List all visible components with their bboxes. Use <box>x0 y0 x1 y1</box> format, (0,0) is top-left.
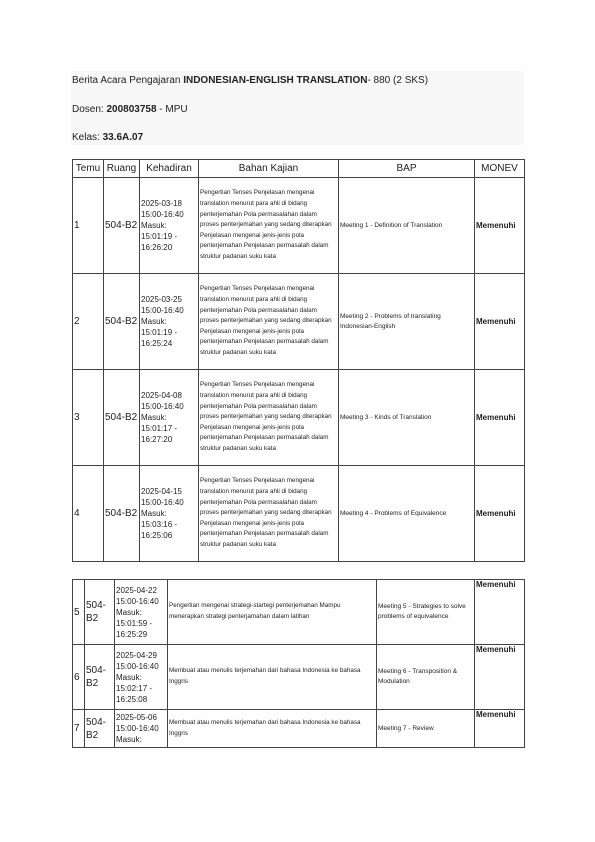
cell-kehadiran: 2025-04-22 15:00-16:40 Masuk: 15:01:59 - 16:25:29 <box>115 580 168 645</box>
cell-bahan-kajian: Membuat atau menulis terjemahan dari bahasa Indonesia ke bahasa Inggris <box>168 645 377 710</box>
cell-ruang: 504-B2 <box>85 710 115 748</box>
cell-temu: 6 <box>73 645 85 710</box>
col-monev: MONEV <box>475 160 525 178</box>
table-row <box>73 710 525 748</box>
table-row <box>73 466 525 562</box>
cell-kehadiran: 2025-04-15 15:00-16:40 Masuk: 15:03:16 - 16:25:06 <box>140 466 199 562</box>
cell-ruang: 504-B2 <box>85 580 115 645</box>
cell-temu: 1 <box>73 178 104 274</box>
col-temu: Temu <box>73 160 104 178</box>
table-row <box>73 370 525 466</box>
lecturer-label: Dosen: <box>72 104 107 115</box>
col-kehadiran: Kehadiran <box>140 160 199 178</box>
cell-bahan-kajian: Membuat atau menulis terjemahan dari bahasa Indonesia ke bahasa Inggris <box>168 710 377 748</box>
course-title-line <box>72 75 428 87</box>
cell-bahan-kajian: Pengertian Tenses Penjelasan mengenai translation menurut para ahli di bidang penterjemahan Pola permasalahan dalam proses penterjemahan yang sedang diterapkan Penjelasan mengenai jenis-jenis pola penterjemahan Penjelasan permasalah dalam struktur padanan suku kata <box>199 274 339 370</box>
cell-kehadiran: 2025-03-25 15:00-16:40 Masuk: 15:01:19 - 16:25:24 <box>140 274 199 370</box>
cell-bap: Meeting 5 - Strategies to solve problems of equivalence <box>377 580 475 645</box>
cell-bap: Meeting 2 - Problems of translating Indonesian-English <box>339 274 475 370</box>
cell-temu: 5 <box>73 580 85 645</box>
cell-bap: Meeting 4 - Problems of Equivalence <box>339 466 475 562</box>
lecturer-line <box>72 104 188 116</box>
cell-kehadiran: 2025-04-29 15:00-16:40 Masuk: 15:02:17 - 16:25:08 <box>115 645 168 710</box>
cell-bap: Meeting 7 - Review <box>377 710 475 748</box>
course-name: INDONESIAN-ENGLISH TRANSLATION <box>183 75 368 86</box>
col-ruang: Ruang <box>104 160 140 178</box>
class-line <box>72 132 143 144</box>
cell-kehadiran: 2025-04-08 15:00-16:40 Masuk: 15:01:17 - 16:27:20 <box>140 370 199 466</box>
cell-monev: Memenuhi <box>475 710 525 748</box>
cell-bap: Meeting 3 - Kinds of Translation <box>339 370 475 466</box>
cell-ruang: 504-B2 <box>85 645 115 710</box>
cell-temu: 3 <box>73 370 104 466</box>
class-value: 33.6A.07 <box>102 132 144 143</box>
cell-ruang: 504-B2 <box>104 178 140 274</box>
cell-bahan-kajian: Pengertian mengenai strategi-startegi penterjemahan Mampu menerapkan strategi penterjamahan dalam latihan <box>168 580 377 645</box>
col-bap: BAP <box>339 160 475 178</box>
lecturer-id: 200803758 <box>106 104 157 115</box>
cell-bap: Meeting 6 - Transposition & Modulation <box>377 645 475 710</box>
document-header <box>71 71 524 145</box>
attendance-table-page-1 <box>72 159 525 562</box>
title-prefix: Berita Acara Pengajaran <box>72 75 184 86</box>
cell-monev: Memenuhi <box>475 178 525 274</box>
cell-bahan-kajian: Pengertian Tenses Penjelasan mengenai translation menurut para ahli di bidang penterjemahan Pola permasalahan dalam proses penterjemahan yang sedang diterapkan Penjelasan mengenai jenis-jenis pola penterjemahan Penjelasan permasalah dalam struktur padanan suku kata <box>199 466 339 562</box>
cell-bahan-kajian: Pengertian Tenses Penjelasan mengenai translation menurut para ahli di bidang penterjemahan Pola permasalahan dalam proses penterjemahan yang sedang diterapkan Penjelasan mengenai jenis-jenis pola penterjemahan Penjelasan permasalah dalam struktur padanan suku kata <box>199 178 339 274</box>
table-row <box>73 580 525 645</box>
cell-ruang: 504-B2 <box>104 466 140 562</box>
table-header-row <box>73 160 525 178</box>
col-bahan-kajian: Bahan Kajian <box>199 160 339 178</box>
cell-temu: 2 <box>73 274 104 370</box>
cell-ruang: 504-B2 <box>104 370 140 466</box>
cell-monev: Memenuhi <box>475 466 525 562</box>
cell-monev: Memenuhi <box>475 274 525 370</box>
cell-kehadiran: 2025-03-18 15:00-16:40 Masuk: 15:01:19 - 16:26:20 <box>140 178 199 274</box>
cell-kehadiran: 2025-05-06 15:00-16:40 Masuk: <box>115 710 168 748</box>
lecturer-suffix: - MPU <box>156 104 188 115</box>
cell-bahan-kajian: Pengertian Tenses Penjelasan mengenai translation menurut para ahli di bidang penterjemahan Pola permasalahan dalam proses penterjemahan yang sedang diterapkan Penjelasan mengenai jenis-jenis pola penterjemahan Penjelasan permasalah dalam struktur padanan suku kata <box>199 370 339 466</box>
cell-bap: Meeting 1 - Definition of Translation <box>339 178 475 274</box>
cell-monev: Memenuhi <box>475 580 525 645</box>
attendance-table-page-2 <box>72 579 525 748</box>
cell-monev: Memenuhi <box>475 645 525 710</box>
cell-monev: Memenuhi <box>475 370 525 466</box>
table-row <box>73 274 525 370</box>
table-row <box>73 645 525 710</box>
course-suffix: - 880 (2 SKS) <box>367 75 429 86</box>
class-label: Kelas: <box>72 132 103 143</box>
cell-temu: 7 <box>73 710 85 748</box>
cell-temu: 4 <box>73 466 104 562</box>
table-row <box>73 178 525 274</box>
cell-ruang: 504-B2 <box>104 274 140 370</box>
